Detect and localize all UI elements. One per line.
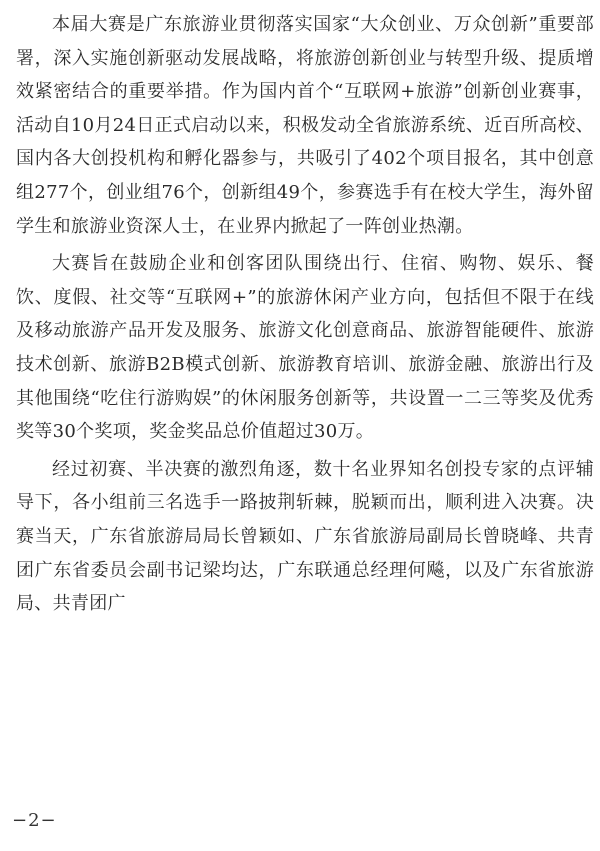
page-number: −2−: [12, 810, 57, 831]
paragraph-3: 经过初赛、半决赛的激烈角逐，数十名业界知名创投专家的点评辅导下，各小组前三名选手一路披荆斩棘，脱颖而出，顺利进入决赛。决赛当天，广东省旅游局局长曾颖如、广东省旅游局副局长曾晓峰、共青团广东省委员会副书记梁均达，广东联通总经理何飚，以及广东省旅游局、共青团广: [16, 458, 594, 615]
document-body: [16, 8, 594, 621]
paragraph-1: 本届大赛是广东旅游业贯彻落实国家“大众创业、万众创新”重要部署，深入实施创新驱动发展战略，将旅游创新创业与转型升级、提质增效紧密结合的重要举措。作为国内首个“互联网+旅游”创新创业赛事，活动自10月24日正式启动以来，积极发动全省旅游系统、近百所高校、国内各大创投机构和孵化器参与，共吸引了402个项目报名，其中创意组277个，创业组76个，创新组49个，参赛选手有在校大学生，海外留学生和旅游业资深人士，在业界内掀起了一阵创业热潮。: [16, 14, 594, 237]
paragraph-2: 大赛旨在鼓励企业和创客团队围绕出行、住宿、购物、娱乐、餐饮、度假、社交等“互联网+”的旅游休闲产业方向，包括但不限于在线及移动旅游产品开发及服务、旅游文化创意商品、旅游智能硬件、旅游技术创新、旅游B2B模式创新、旅游教育培训、旅游金融、旅游出行及其他围绕“吃住行游购娱”的休闲服务创新等，共设置一二三等奖及优秀奖等30个奖项，奖金奖品总价值超过30万。: [16, 253, 594, 443]
